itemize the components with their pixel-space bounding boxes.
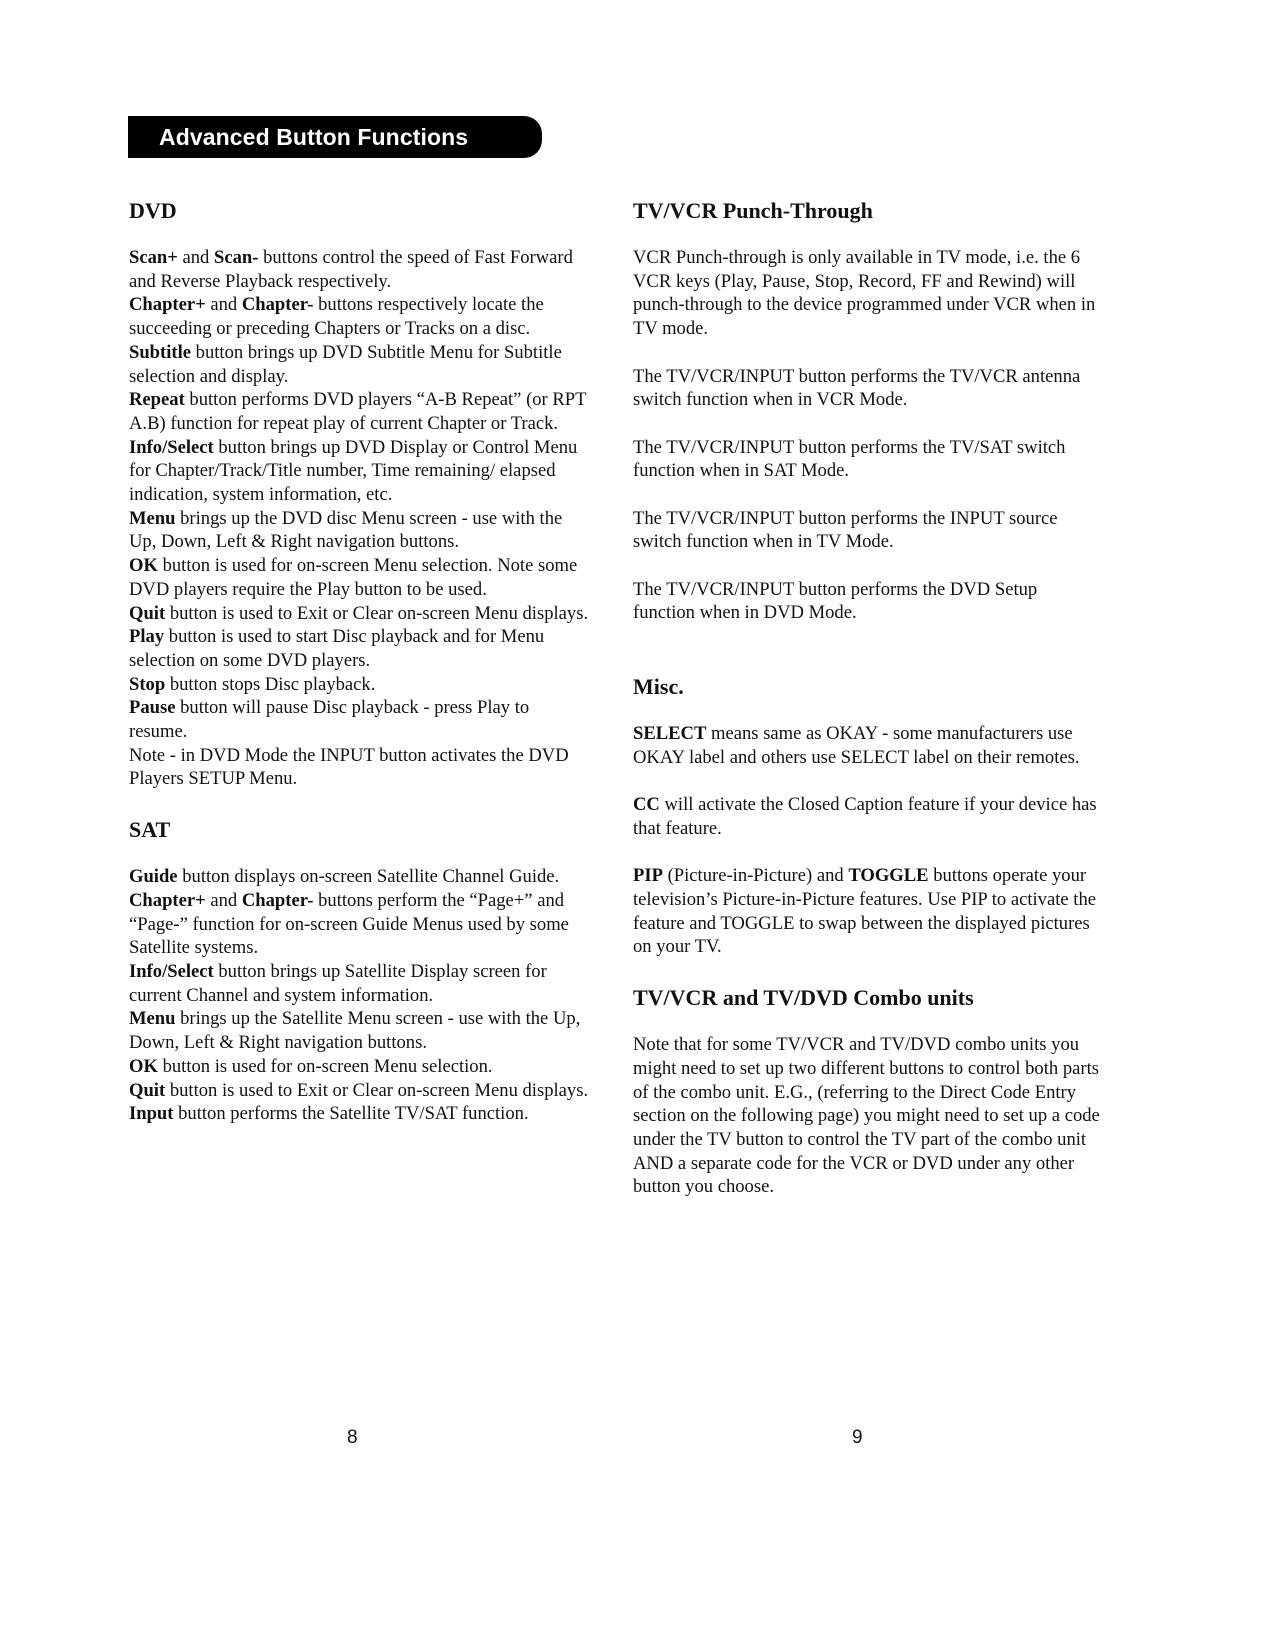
combo-heading: TV/VCR and TV/DVD Combo units	[633, 985, 974, 1011]
entry-ok: OK button is used for on-screen Menu selection. Note some DVD players require the Play button to be used.	[129, 555, 578, 600]
entry-note: Note - in DVD Mode the INPUT button activates the DVD Players SETUP Menu.	[129, 744, 569, 790]
misc-section	[633, 672, 1103, 959]
paragraph: The TV/VCR/INPUT button performs the TV/VCR antenna switch function when in VCR Mode.	[633, 365, 1081, 411]
entry-chapter-page: Chapter+ and Chapter- buttons perform the “Page+” and “Page-” function for on-screen Guide Menus used by some Satellite systems.	[129, 889, 569, 959]
entry-play: Play button is used to start Disc playback and for Menu selection on some DVD players.	[129, 626, 545, 671]
entry-quit: Quit button is used to Exit or Clear on-screen Menu displays.	[129, 602, 589, 624]
entry-stop: Stop button stops Disc playback.	[129, 673, 376, 695]
dvd-section	[129, 196, 589, 791]
combo-body	[633, 1033, 1103, 1199]
punch-through-heading: TV/VCR Punch-Through	[633, 198, 873, 223]
page-number-left: 8	[347, 1427, 358, 1448]
left-column	[129, 196, 589, 1126]
entry-pause: Pause button will pause Disc playback - press Play to resume.	[129, 697, 530, 743]
entry-sat-menu: Menu brings up the Satellite Menu screen - use with the Up, Down, Left & Right navigation buttons.	[129, 1008, 581, 1054]
entry-guide: Guide button displays on-screen Satellite Channel Guide.	[129, 866, 560, 888]
entry-subtitle: Subtitle button brings up DVD Subtitle Menu for Subtitle selection and display.	[129, 341, 562, 387]
misc-body	[633, 722, 1103, 959]
punch-through-body	[633, 246, 1103, 625]
entry-repeat: Repeat button performs DVD players “A-B Repeat” (or RPT A.B) function for repeat play of current Chapter or Track.	[129, 389, 587, 434]
entry-cc: CC will activate the Closed Caption feature if your device has that feature.	[633, 794, 1097, 839]
paragraph: The TV/VCR/INPUT button performs the INPUT source switch function when in TV Mode.	[633, 507, 1058, 553]
entry-sat-ok: OK button is used for on-screen Menu selection.	[129, 1055, 493, 1077]
sat-section	[129, 815, 589, 1126]
paragraph: The TV/VCR/INPUT button performs the TV/SAT switch function when in SAT Mode.	[633, 436, 1066, 482]
entry-sat-input: Input button performs the Satellite TV/SAT function.	[129, 1103, 529, 1125]
banner-title: Advanced Button Functions	[159, 123, 469, 150]
dvd-heading: DVD	[129, 198, 177, 223]
entry-sat-info-select: Info/Select button brings up Satellite Display screen for current Channel and system information.	[129, 960, 547, 1006]
entry-pip-toggle: PIP (Picture-in-Picture) and TOGGLE buttons operate your television’s Picture-in-Picture features. Use PIP to activate the feature and TOGGLE to swap between the displayed pictures on your TV.	[633, 865, 1096, 958]
combo-section	[633, 983, 1103, 1199]
entry-sat-quit: Quit button is used to Exit or Clear on-screen Menu displays.	[129, 1079, 589, 1101]
entry-menu: Menu brings up the DVD disc Menu screen - use with the Up, Down, Left & Right navigation buttons.	[129, 507, 563, 553]
section-banner	[128, 116, 542, 158]
right-column	[633, 196, 1103, 1199]
entry-select: SELECT means same as OKAY - some manufacturers use OKAY label and others use SELECT label on their remotes.	[633, 723, 1080, 768]
sat-entries	[129, 865, 589, 1126]
misc-heading: Misc.	[633, 674, 684, 700]
paragraph: The TV/VCR/INPUT button performs the DVD Setup function when in DVD Mode.	[633, 578, 1038, 624]
page-number-right: 9	[852, 1427, 863, 1448]
dvd-entries	[129, 246, 589, 791]
entry-info-select: Info/Select button brings up DVD Display or Control Menu for Chapter/Track/Title number, Time remaining/ elapsed indication, system information, etc.	[129, 436, 578, 506]
sat-heading: SAT	[129, 817, 171, 843]
punch-through-section	[633, 196, 1103, 625]
entry-scan: Scan+ and Scan- buttons control the speed of Fast Forward and Reverse Playback respectively.	[129, 247, 573, 292]
paragraph: VCR Punch-through is only available in TV mode, i.e. the 6 VCR keys (Play, Pause, Stop, Record, FF and Rewind) will punch-through to the device programmed under VCR when in TV mode.	[633, 247, 1096, 340]
entry-chapter: Chapter+ and Chapter- buttons respectively locate the succeeding or preceding Chapters or Tracks on a disc.	[129, 294, 544, 340]
paragraph: Note that for some TV/VCR and TV/DVD combo units you might need to set up two different buttons to control both parts of the combo unit. E.G., (referring to the Direct Code Entry section on the following page) you might need to set up a code under the TV button to control the TV part of the combo unit AND a separate code for the VCR or DVD under any other button you choose.	[633, 1034, 1100, 1198]
